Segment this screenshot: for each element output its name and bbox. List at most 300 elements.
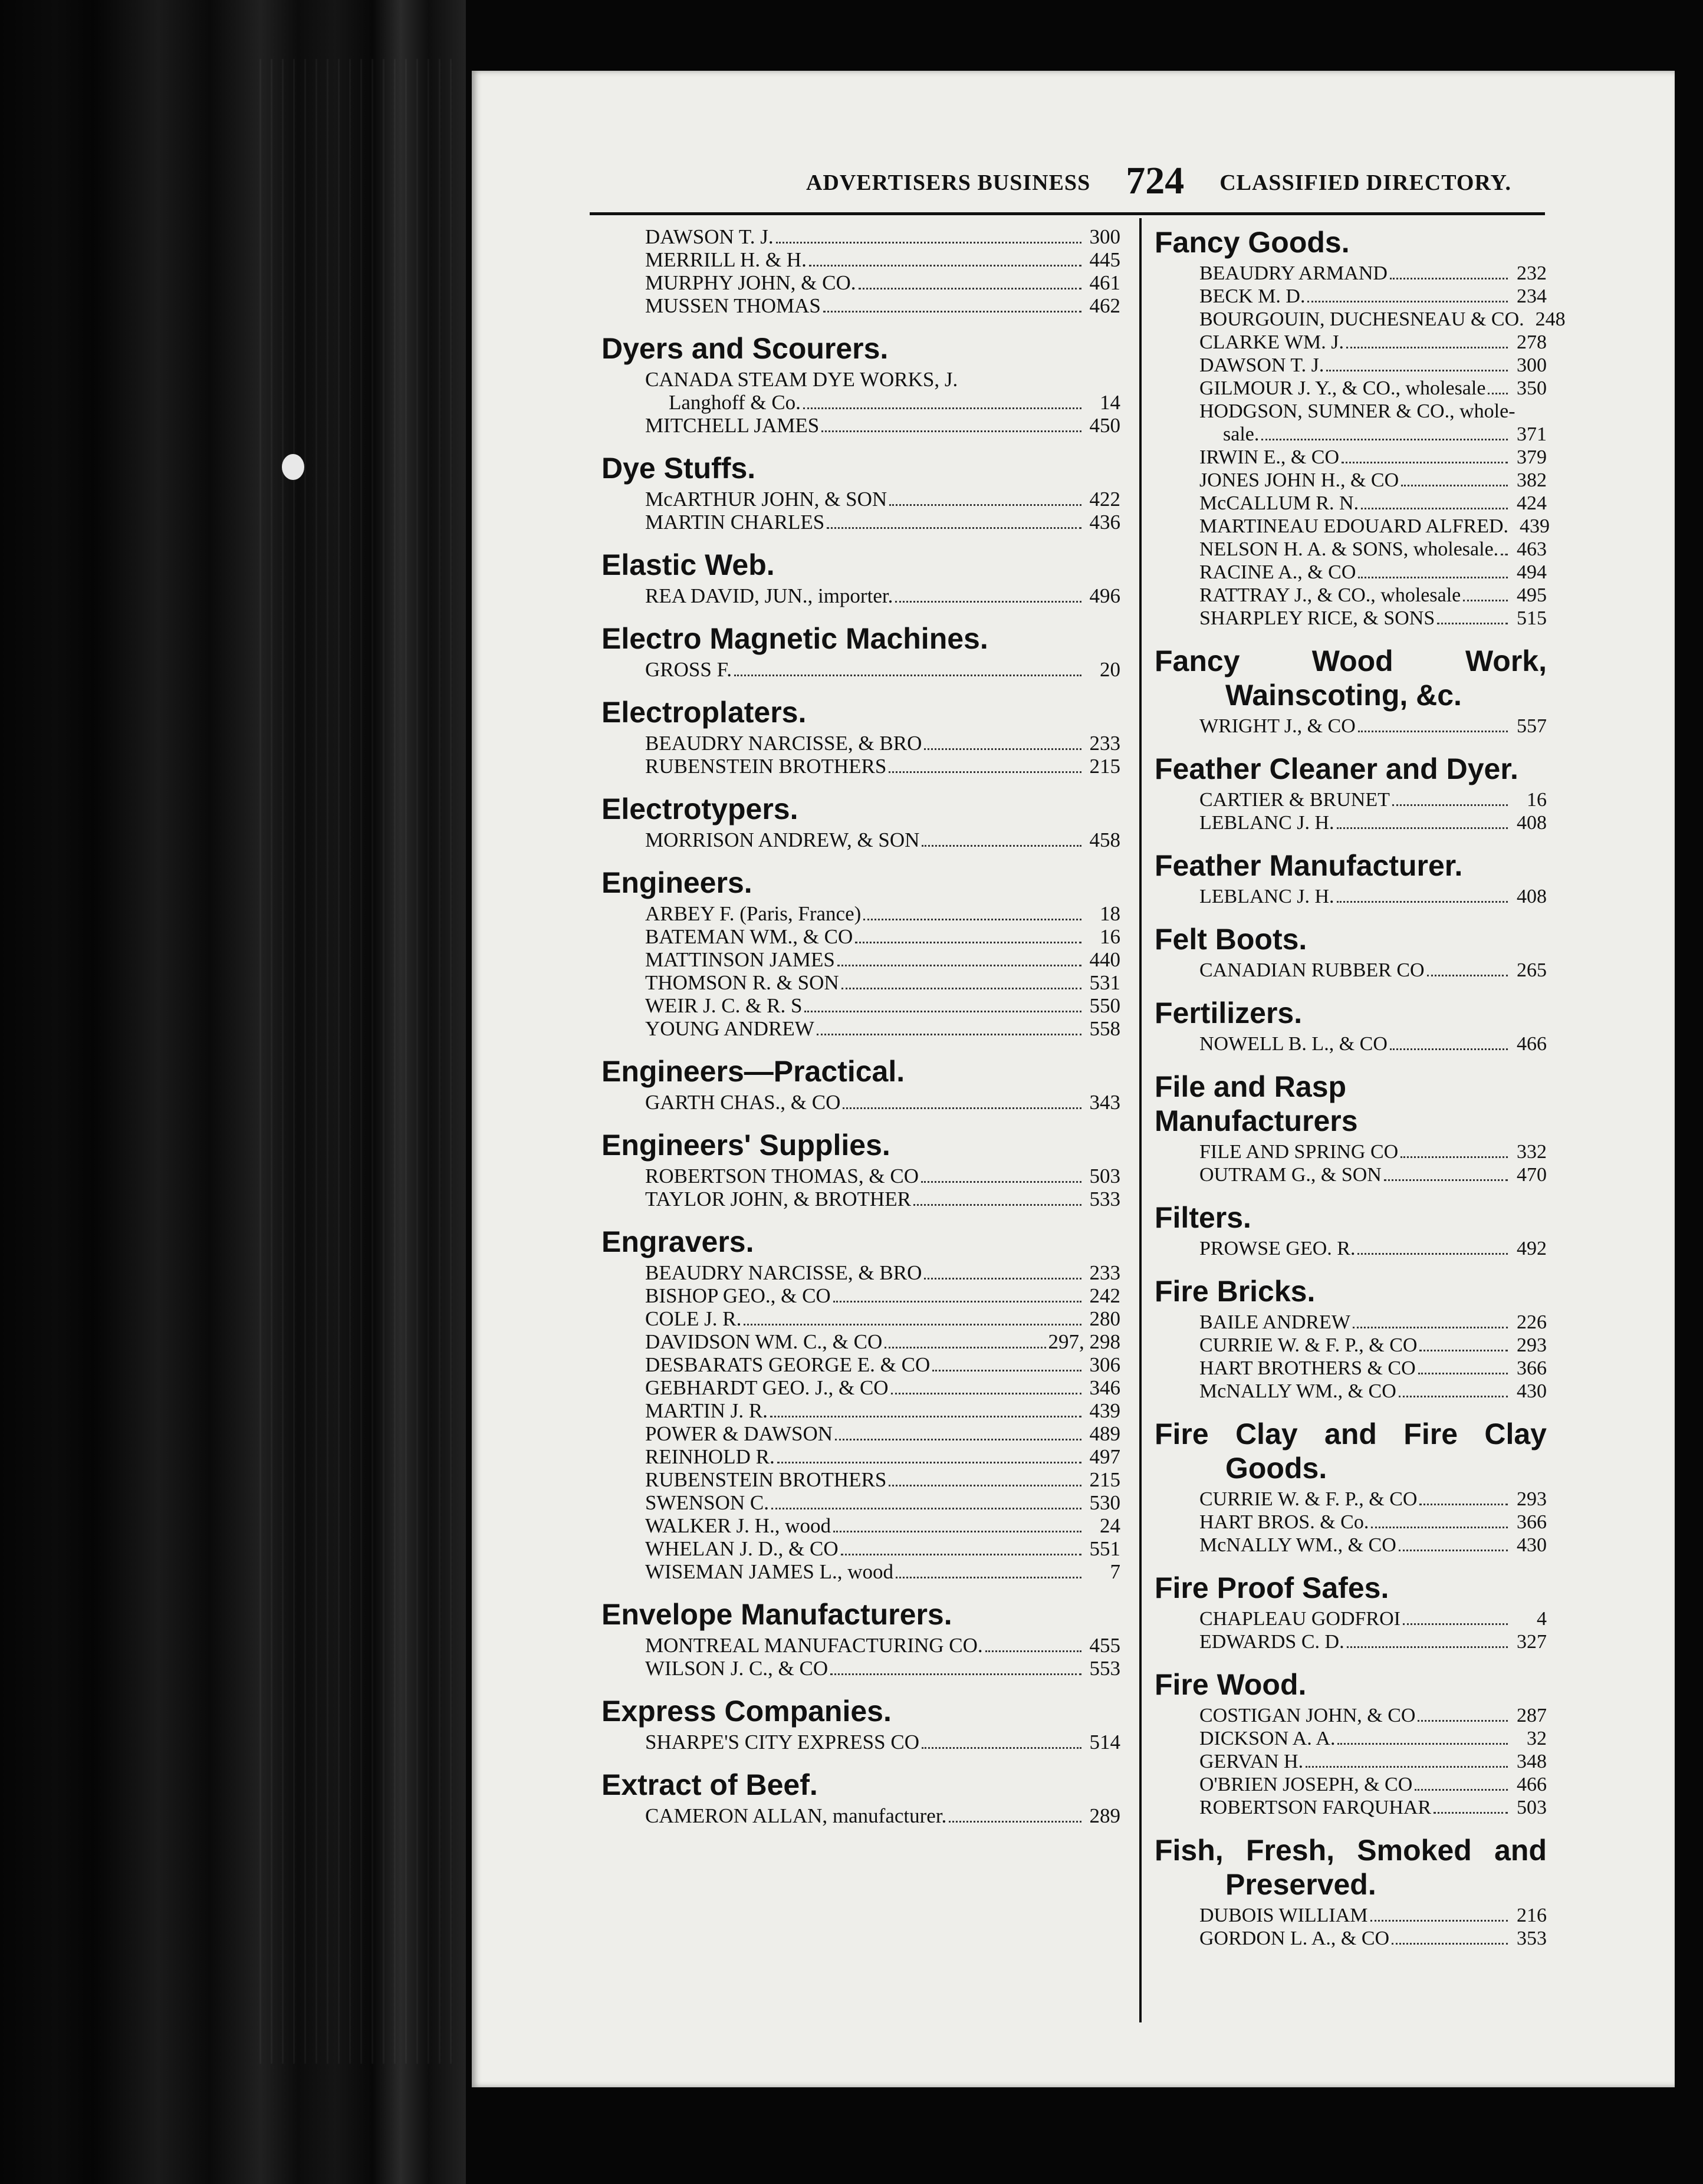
entry-page: 233 [1089, 732, 1120, 755]
entry-name: THOMSON R. & SON [645, 971, 839, 994]
entry-page: 234 [1517, 285, 1547, 307]
entry-page: 248 [1535, 308, 1566, 330]
dot-leader [1418, 1359, 1508, 1374]
entry-name: WHELAN J. D., & CO [645, 1537, 839, 1560]
directory-entry [645, 1307, 1120, 1330]
directory-entry [1199, 1630, 1547, 1653]
dot-leader [985, 1636, 1081, 1652]
directory-entry [645, 902, 1120, 925]
dot-leader [913, 1190, 1081, 1206]
entry-name: MATTINSON JAMES [645, 948, 835, 971]
directory-entry [645, 1188, 1120, 1211]
entry-page: 557 [1517, 715, 1547, 737]
entry-name: GARTH CHAS., & CO [645, 1091, 841, 1114]
entry-page: 550 [1089, 994, 1120, 1017]
dot-leader [837, 950, 1081, 966]
directory-entry [645, 368, 1120, 391]
entry-page: 371 [1517, 423, 1547, 445]
directory-entry [645, 658, 1120, 681]
entry-name: DAWSON T. J. [1199, 354, 1324, 376]
entry-page: 350 [1517, 377, 1547, 399]
entry-page: 4 [1537, 1608, 1547, 1630]
entry-page: 497 [1089, 1445, 1120, 1468]
entry-name: RUBENSTEIN BROTHERS [645, 1468, 887, 1491]
directory-entry [645, 994, 1120, 1017]
directory-entry [645, 732, 1120, 755]
entry-page: 216 [1517, 1905, 1547, 1926]
entry-page: 346 [1089, 1376, 1120, 1399]
dot-leader [1463, 586, 1508, 601]
section-heading: Fire Wood. [1155, 1668, 1307, 1701]
directory-entry [1199, 354, 1547, 377]
directory-entry [645, 1261, 1120, 1284]
entry-name: ROBERTSON FARQUHAR [1199, 1797, 1432, 1818]
entry-name: CURRIE W. & F. P., & CO [1199, 1334, 1418, 1356]
entry-page: 242 [1089, 1284, 1120, 1307]
directory-entry [1199, 538, 1547, 561]
entry-page: 215 [1089, 755, 1120, 778]
dot-leader [889, 757, 1081, 773]
directory-entry [1199, 715, 1547, 738]
directory-entry [645, 488, 1120, 511]
section-heading: Engineers—Practical. [601, 1055, 905, 1088]
dot-leader [922, 831, 1081, 847]
entry-name-continued: Langhoff & Co. [669, 391, 801, 414]
directory-entry [1199, 308, 1566, 331]
entry-page: 439 [1520, 515, 1550, 537]
dot-leader [1306, 1752, 1508, 1768]
directory-entry [645, 1657, 1120, 1680]
entry-page: 439 [1089, 1399, 1120, 1422]
entry-page: 293 [1517, 1488, 1547, 1510]
directory-entry [1199, 1511, 1547, 1534]
dot-leader [1371, 1512, 1508, 1528]
entry-name: BAILE ANDREW [1199, 1311, 1350, 1333]
dot-leader [833, 1517, 1081, 1532]
directory-entry [645, 1330, 1120, 1353]
entry-page: 515 [1517, 607, 1547, 629]
section-heading: Fertilizers. [1155, 996, 1303, 1029]
directory-section [1155, 225, 1566, 630]
directory-entry [645, 1091, 1120, 1114]
dot-leader [804, 996, 1081, 1012]
dot-leader [922, 1733, 1081, 1749]
directory-section [1155, 1200, 1547, 1260]
directory-entry [1199, 1032, 1547, 1055]
entry-name: NELSON H. A. & SONS, wholesale. [1199, 538, 1499, 560]
directory-entry [1199, 1237, 1547, 1260]
dot-leader [1261, 425, 1508, 440]
entry-name: REA DAVID, JUN., importer. [645, 584, 893, 607]
entry-name: GORDON L. A., & CO [1199, 1928, 1390, 1949]
dot-leader [932, 1356, 1081, 1371]
directory-section [1155, 752, 1547, 834]
entry-name: HART BROTHERS & CO [1199, 1357, 1416, 1379]
entry-page: 531 [1089, 971, 1120, 994]
directory-entry [645, 948, 1120, 971]
entry-page: 450 [1089, 414, 1120, 437]
directory-entry [1199, 1750, 1547, 1773]
entry-page: 366 [1517, 1357, 1547, 1379]
entry-page: 466 [1517, 1033, 1547, 1055]
entry-name: WILSON J. C., & CO [645, 1657, 829, 1680]
entry-name: DAWSON T. J. [645, 225, 774, 248]
entry-name: DICKSON A. A. [1199, 1728, 1336, 1749]
entry-page: 215 [1089, 1468, 1120, 1491]
directory-entry [645, 1804, 1120, 1827]
entry-name: HODGSON, SUMNER & CO., whole- [1199, 400, 1515, 422]
entry-name: CANADIAN RUBBER CO [1199, 959, 1425, 981]
directory-entry [1199, 1704, 1547, 1727]
entry-name: O'BRIEN JOSEPH, & CO [1199, 1774, 1413, 1795]
paper-speck [282, 454, 304, 480]
entry-page: 558 [1089, 1017, 1120, 1040]
entry-page: 306 [1089, 1353, 1120, 1376]
directory-section [1155, 644, 1547, 738]
entry-page: 278 [1517, 331, 1547, 353]
column-divider [1139, 218, 1142, 2022]
left-column [601, 225, 1120, 1841]
entry-page: 343 [1089, 1091, 1120, 1114]
directory-entry [645, 1399, 1120, 1422]
entry-page: 353 [1517, 1928, 1547, 1949]
directory-entry [1199, 1357, 1547, 1380]
directory-entry [645, 1514, 1120, 1537]
directory-entry [1199, 492, 1547, 515]
directory-entry [1199, 1488, 1547, 1511]
header-rule [590, 212, 1545, 215]
entry-page: 430 [1517, 1380, 1547, 1402]
entry-name: GEBHARDT GEO. J., & CO [645, 1376, 889, 1399]
dot-leader [1384, 1165, 1508, 1181]
dot-leader [841, 1540, 1081, 1555]
dot-leader [1419, 1489, 1508, 1505]
directory-entry [1199, 1904, 1547, 1927]
section-heading: Feather Manufacturer. [1155, 849, 1463, 882]
entry-name: CURRIE W. & F. P., & CO [1199, 1488, 1418, 1510]
entry-name: NOWELL B. L., & CO [1199, 1033, 1388, 1055]
directory-entry [645, 1445, 1120, 1468]
section-heading: Fancy Wood Work, Wainscoting, &c. [1155, 644, 1547, 712]
directory-entry [645, 271, 1120, 294]
section-heading: Express Companies. [601, 1695, 892, 1728]
entry-name: MERRILL H. & H. [645, 248, 807, 271]
directory-entry [1199, 1311, 1547, 1334]
entry-name: GILMOUR J. Y., & CO., wholesale [1199, 377, 1486, 399]
dot-leader [1337, 887, 1508, 903]
directory-entry [645, 248, 1120, 271]
directory-entry [645, 1017, 1120, 1040]
directory-entry [1199, 584, 1547, 607]
dot-leader [1399, 1382, 1508, 1397]
dot-leader [1353, 1313, 1508, 1328]
directory-entry [1199, 1534, 1547, 1557]
entry-name: BISHOP GEO., & CO [645, 1284, 831, 1307]
dot-leader [1370, 1906, 1508, 1922]
directory-entry [645, 1731, 1120, 1754]
entry-page: 14 [1100, 391, 1120, 414]
dot-leader [1501, 540, 1508, 555]
directory-entry [645, 1468, 1120, 1491]
entry-page: 553 [1089, 1657, 1120, 1680]
directory-entry [1199, 1163, 1547, 1186]
dot-leader [924, 1264, 1081, 1280]
dot-leader [803, 393, 1081, 409]
page-number: 724 [1126, 159, 1185, 202]
entry-name: BATEMAN WM., & CO [645, 925, 853, 948]
entry-name: BEAUDRY NARCISSE, & BRO [645, 1261, 922, 1284]
directory-entry [1199, 1773, 1547, 1796]
directory-entry [645, 414, 1120, 437]
dot-leader [827, 513, 1081, 529]
dot-leader [885, 1333, 1046, 1348]
directory-entry [1199, 885, 1547, 908]
entry-page: 503 [1089, 1165, 1120, 1188]
directory-entry [1199, 1796, 1547, 1819]
dot-leader [1358, 716, 1508, 732]
dot-leader [823, 297, 1081, 313]
directory-entry [1199, 1607, 1547, 1630]
entry-name: CANADA STEAM DYE WORKS, J. [645, 368, 958, 391]
dot-leader [1337, 813, 1508, 829]
dot-leader [1488, 379, 1508, 394]
entry-name: BECK M. D. [1199, 285, 1306, 307]
entry-page: 226 [1517, 1311, 1547, 1333]
directory-entry-continued [645, 391, 1120, 414]
dot-leader [896, 1563, 1081, 1578]
entry-page: 530 [1089, 1491, 1120, 1514]
section-heading: Fire Bricks. [1155, 1275, 1316, 1308]
dot-leader [1326, 356, 1508, 371]
directory-entry [1199, 788, 1547, 811]
directory-entry [1199, 1334, 1547, 1357]
dot-leader [830, 1659, 1081, 1675]
dot-leader [1337, 1729, 1508, 1745]
entry-page: 424 [1517, 492, 1547, 514]
dot-leader [924, 734, 1081, 750]
section-heading: Fire Clay and Fire Clay Goods. [1155, 1417, 1547, 1485]
directory-section [601, 1225, 1120, 1583]
entry-page: 16 [1100, 925, 1120, 948]
entry-name-continued: sale. [1223, 423, 1260, 445]
directory-entry [645, 828, 1120, 851]
entry-page: 327 [1517, 1631, 1547, 1653]
directory-section [1155, 848, 1547, 908]
directory-entry [1199, 515, 1550, 538]
dot-leader [859, 274, 1081, 290]
entry-page: 408 [1517, 812, 1547, 834]
entry-page: 297, 298 [1048, 1330, 1120, 1353]
entry-name: DAVIDSON WM. C., & CO [645, 1330, 883, 1353]
dot-leader [835, 1425, 1081, 1440]
entry-page: 280 [1089, 1307, 1120, 1330]
entry-name: WEIR J. C. & R. S [645, 994, 803, 1017]
entry-page: 436 [1089, 511, 1120, 534]
directory-entry [1199, 331, 1547, 354]
directory-entry [1199, 446, 1547, 469]
entry-page: 463 [1517, 538, 1547, 560]
entry-name: PROWSE GEO. R. [1199, 1238, 1356, 1259]
entry-page: 293 [1517, 1334, 1547, 1356]
entry-name: MITCHELL JAMES [645, 414, 820, 437]
entry-name: MONTREAL MANUFACTURING CO. [645, 1634, 983, 1657]
entry-page: 470 [1517, 1164, 1547, 1186]
directory-entry [645, 1491, 1120, 1514]
directory-section [601, 1054, 1120, 1114]
dot-leader [1361, 494, 1508, 509]
entry-page: 430 [1517, 1534, 1547, 1556]
entry-name: MARTIN J. R. [645, 1399, 768, 1422]
directory-section [601, 621, 1120, 681]
dot-leader [1342, 448, 1508, 463]
entry-name: COLE J. R. [645, 1307, 742, 1330]
dot-leader [809, 251, 1081, 267]
dot-leader [895, 587, 1081, 603]
directory-entry [645, 511, 1120, 534]
entry-name: RACINE A., & CO [1199, 561, 1356, 583]
directory-page [472, 71, 1675, 2087]
entry-name: WISEMAN JAMES L., wood [645, 1560, 893, 1583]
directory-entry [645, 1422, 1120, 1445]
directory-section [601, 866, 1120, 1040]
directory-section [1155, 1274, 1547, 1403]
dot-leader [921, 1167, 1081, 1183]
entry-page: 533 [1089, 1188, 1120, 1211]
dot-leader [1392, 1929, 1508, 1945]
section-heading: Electrotypers. [601, 792, 798, 825]
entry-page: 445 [1089, 248, 1120, 271]
entry-page: 24 [1100, 1514, 1120, 1537]
entry-name: McCALLUM R. N. [1199, 492, 1359, 514]
dot-leader [744, 1310, 1081, 1325]
entry-page: 18 [1100, 902, 1120, 925]
dot-leader [1347, 1632, 1508, 1648]
dot-leader [855, 927, 1081, 943]
directory-section [601, 792, 1120, 851]
page-header [770, 147, 1548, 200]
section-heading: Electro Magnetic Machines. [601, 622, 988, 655]
entry-page: 455 [1089, 1634, 1120, 1657]
dot-leader [1437, 609, 1508, 624]
dot-leader [1427, 961, 1508, 976]
entry-name: RATTRAY J., & CO., wholesale [1199, 584, 1461, 606]
dot-leader [1390, 264, 1508, 279]
section-heading: Engineers. [601, 866, 752, 899]
section-heading: Engravers. [601, 1225, 754, 1258]
entry-page: 16 [1527, 789, 1547, 811]
dot-leader [776, 228, 1081, 244]
entry-name: EDWARDS C. D. [1199, 1631, 1344, 1653]
entry-name: OUTRAM G., & SON [1199, 1164, 1382, 1186]
directory-entry [1199, 262, 1547, 285]
dot-leader [1403, 1609, 1508, 1625]
dot-leader [949, 1807, 1081, 1823]
directory-entry [1199, 469, 1547, 492]
right-column [1155, 225, 1566, 1964]
entry-name: REINHOLD R. [645, 1445, 775, 1468]
entry-name: HART BROS. & Co. [1199, 1511, 1369, 1533]
dot-leader [1357, 1239, 1508, 1255]
entry-page: 232 [1517, 262, 1547, 284]
entry-name: CLARKE WM. J. [1199, 331, 1344, 353]
directory-section [601, 548, 1120, 607]
section-heading: Dye Stuffs. [601, 452, 756, 485]
directory-entry [1199, 285, 1547, 308]
directory-entry [645, 1353, 1120, 1376]
entry-page: 20 [1100, 658, 1120, 681]
dot-leader [734, 660, 1081, 676]
entry-page: 551 [1089, 1537, 1120, 1560]
entry-name: RUBENSTEIN BROTHERS [645, 755, 887, 778]
directory-section [1155, 1417, 1547, 1557]
directory-entry [645, 971, 1120, 994]
entry-name: WRIGHT J., & CO [1199, 715, 1356, 737]
entry-page: 300 [1517, 354, 1547, 376]
directory-section [1155, 1571, 1547, 1653]
entry-name: CAMERON ALLAN, manufacturer. [645, 1804, 947, 1827]
directory-entry [1199, 377, 1547, 400]
entry-name: MARTINEAU EDOUARD ALFRED. [1199, 515, 1509, 537]
entry-page: 265 [1517, 959, 1547, 981]
directory-entry [645, 1165, 1120, 1188]
directory-entry [1199, 1380, 1547, 1403]
section-heading: Fire Proof Safes. [1155, 1571, 1389, 1604]
directory-entry [645, 584, 1120, 607]
entry-name: BOURGOUIN, DUCHESNEAU & CO. [1199, 308, 1524, 330]
dot-leader [1400, 1142, 1508, 1158]
dot-leader [821, 416, 1081, 432]
entry-name: SHARPLEY RICE, & SONS [1199, 607, 1435, 629]
entry-name: CHAPLEAU GODFROI [1199, 1608, 1400, 1630]
header-left-text: ADVERTISERS BUSINESS [806, 170, 1091, 195]
directory-entry [1199, 607, 1547, 630]
section-heading: Engineers' Supplies. [601, 1129, 890, 1162]
directory-entry [1199, 811, 1547, 834]
entry-name: COSTIGAN JOHN, & CO [1199, 1705, 1416, 1726]
directory-entry [1199, 959, 1547, 982]
entry-name: FILE AND SPRING CO [1199, 1141, 1399, 1163]
entry-page: 7 [1110, 1560, 1120, 1583]
entry-page: 366 [1517, 1511, 1547, 1533]
entry-page: 466 [1517, 1774, 1547, 1795]
directory-section [601, 1694, 1120, 1754]
entry-name: MURPHY JOHN, & CO. [645, 271, 856, 294]
dot-leader [833, 1287, 1081, 1302]
entry-name: DUBOIS WILLIAM [1199, 1905, 1368, 1926]
entry-page: 496 [1089, 584, 1120, 607]
entry-name: YOUNG ANDREW [645, 1017, 814, 1040]
entry-name: ARBEY F. (Paris, France) [645, 902, 862, 925]
entry-page: 379 [1517, 446, 1547, 468]
directory-section [601, 1768, 1120, 1827]
entry-page: 422 [1089, 488, 1120, 511]
directory-section [601, 695, 1120, 778]
directory-section [601, 225, 1120, 317]
directory-entry [645, 925, 1120, 948]
entry-name: McARTHUR JOHN, & SON [645, 488, 887, 511]
entry-page: 287 [1517, 1705, 1547, 1726]
dot-leader [891, 1379, 1081, 1394]
directory-entry [1199, 1140, 1547, 1163]
entry-page: 382 [1517, 469, 1547, 491]
entry-page: 289 [1089, 1804, 1120, 1827]
dot-leader [817, 1019, 1081, 1035]
dot-leader [1418, 1706, 1508, 1722]
entry-name: GERVAN H. [1199, 1751, 1304, 1772]
section-heading: File and Rasp Manufacturers [1155, 1070, 1358, 1137]
dot-leader [1419, 1336, 1508, 1351]
directory-entry-continued [1199, 423, 1547, 446]
